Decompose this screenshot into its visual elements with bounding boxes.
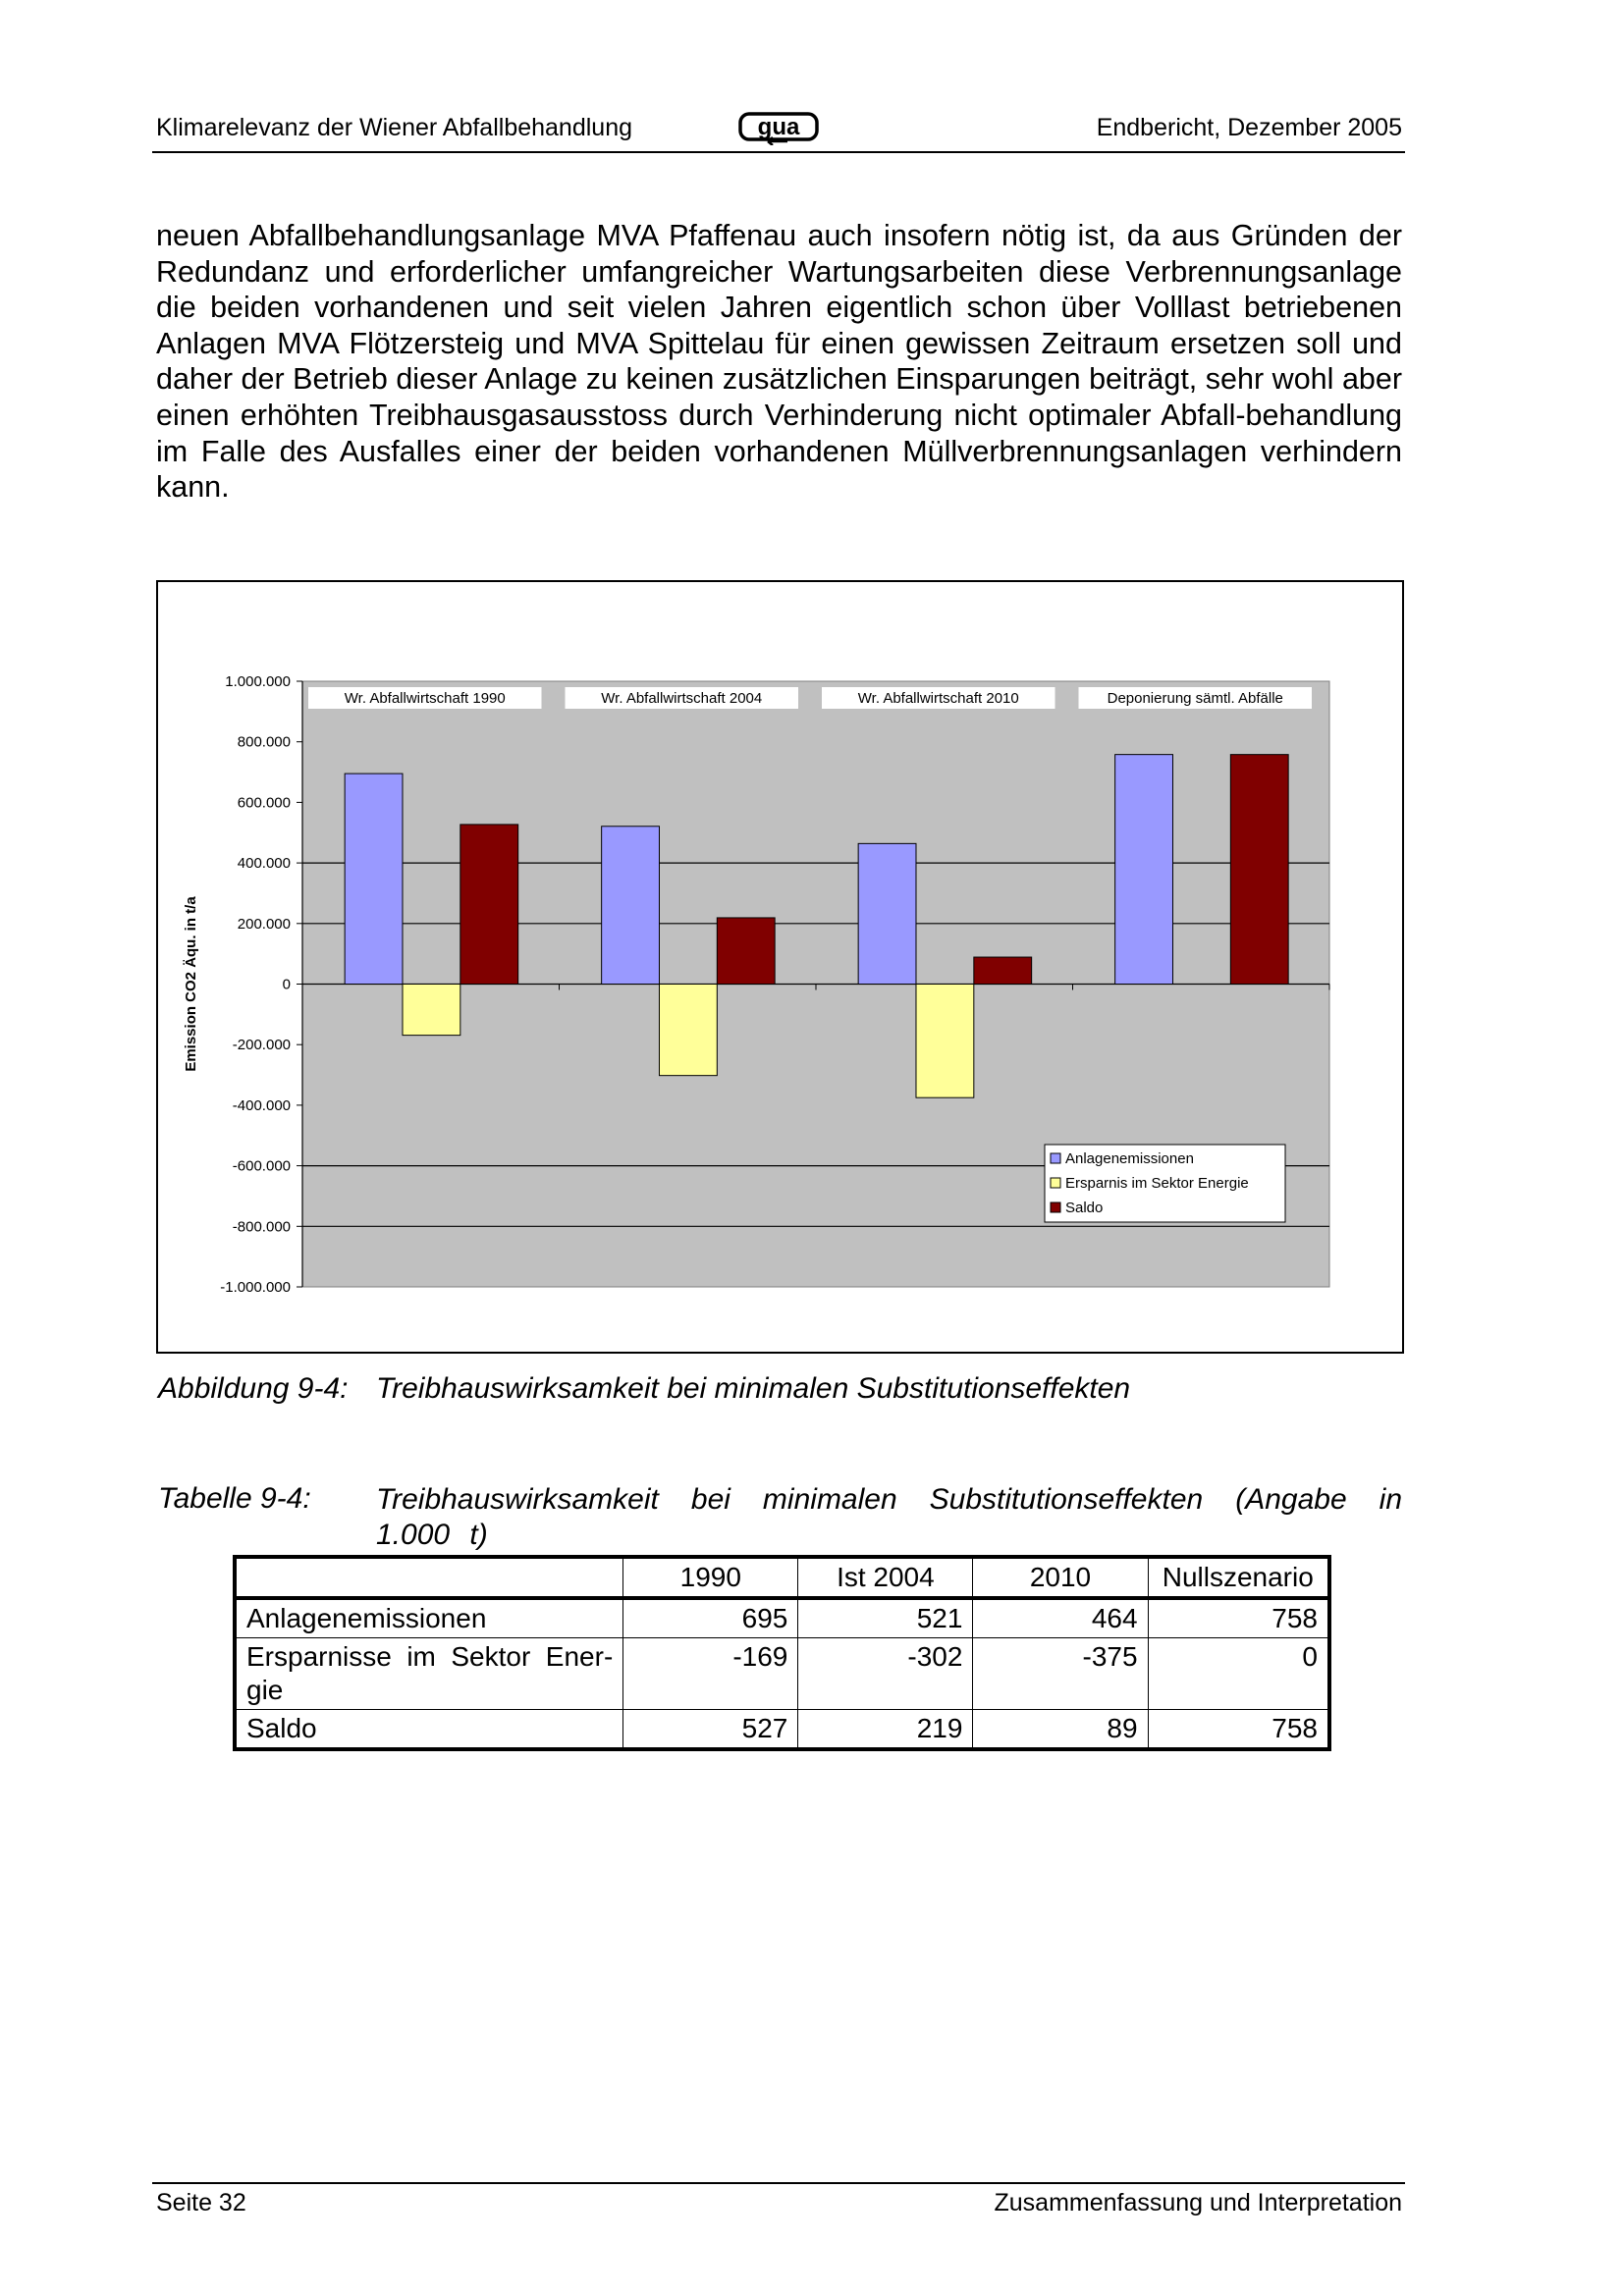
- category-label: Wr. Abfallwirtschaft 2004: [601, 690, 763, 707]
- y-tick-label: -200.000: [232, 1037, 291, 1054]
- table-cell: 464: [973, 1598, 1148, 1638]
- table-header-row: [235, 1557, 1329, 1598]
- category-label: Deponierung sämtl. Abfälle: [1107, 690, 1283, 707]
- table-cell: 758: [1148, 1710, 1329, 1750]
- y-tick-label: 200.000: [237, 915, 291, 933]
- table-cell: 527: [623, 1710, 798, 1750]
- table-caption-text: Treibhauswirksamkeit bei minimalen Substitutionseffekten (Angabe in 1.000 t): [376, 1483, 1402, 1551]
- legend-label: Anlagenemissionen: [1065, 1150, 1194, 1167]
- table-caption-label: Tabelle 9-4:: [158, 1482, 311, 1515]
- y-tick-label: -800.000: [232, 1218, 291, 1236]
- table-cell: 521: [798, 1598, 973, 1638]
- table-cell: 89: [973, 1710, 1148, 1750]
- y-tick-label: 0: [282, 976, 291, 993]
- y-tick-label: -1.000.000: [220, 1279, 291, 1296]
- table-cell: 219: [798, 1710, 973, 1750]
- emissions-table: [233, 1555, 1331, 1751]
- y-tick-label: 800.000: [237, 733, 291, 751]
- y-axis-label: Emission CO2 Äqu. in t/a: [183, 896, 199, 1072]
- table-row: [235, 1710, 1329, 1750]
- table-cell: -302: [798, 1638, 973, 1710]
- figure-caption-label: Abbildung 9-4:: [158, 1372, 349, 1405]
- table-cell: 0: [1148, 1638, 1329, 1710]
- svg-text:gua: gua: [757, 114, 800, 140]
- table-cell: Ersparnisse im Sektor Ener-gie: [235, 1638, 623, 1710]
- y-tick-label: -400.000: [232, 1096, 291, 1114]
- table-cell: Anlagenemissionen: [235, 1598, 623, 1638]
- header-date: Endbericht, Dezember 2005: [1096, 114, 1402, 141]
- category-label: Wr. Abfallwirtschaft 1990: [344, 690, 506, 707]
- bar-ersparnis-im-sektor-energie: [403, 985, 460, 1036]
- figure-caption-text: Treibhauswirksamkeit bei minimalen Substitutionseffekten: [376, 1372, 1131, 1405]
- legend-label: Saldo: [1065, 1200, 1104, 1216]
- category-label: Wr. Abfallwirtschaft 2010: [857, 690, 1019, 707]
- footer-divider: [152, 2182, 1405, 2184]
- table-cell: Saldo: [235, 1710, 623, 1750]
- legend-swatch: [1051, 1153, 1060, 1163]
- bar-ersparnis-im-sektor-energie: [659, 985, 717, 1076]
- bar-anlagenemissionen: [345, 774, 403, 984]
- footer-section: Zusammenfassung und Interpretation: [994, 2189, 1402, 2216]
- bar-saldo: [1230, 755, 1288, 985]
- bar-saldo: [460, 825, 518, 985]
- y-tick-label: -600.000: [232, 1157, 291, 1175]
- y-tick-label: 600.000: [237, 794, 291, 812]
- table-row: [235, 1598, 1329, 1638]
- table-header-cell: 1990: [623, 1557, 798, 1598]
- bar-anlagenemissionen: [1115, 755, 1173, 985]
- table-cell: 695: [623, 1598, 798, 1638]
- bar-ersparnis-im-sektor-energie: [916, 985, 974, 1098]
- y-tick-label: 1.000.000: [225, 673, 291, 690]
- bar-saldo: [717, 918, 775, 985]
- table-cell: -169: [623, 1638, 798, 1710]
- table-header-cell: [235, 1557, 623, 1598]
- footer-page-number: Seite 32: [156, 2189, 246, 2216]
- y-tick-label: 400.000: [237, 855, 291, 873]
- legend-swatch: [1051, 1202, 1060, 1212]
- table-header-cell: 2010: [973, 1557, 1148, 1598]
- table-header-cell: Nullszenario: [1148, 1557, 1329, 1598]
- body-paragraph: neuen Abfallbehandlungsanlage MVA Pfaffenau auch insofern nötig ist, da aus Gründen der Redundanz und erforderlicher umfangreicher Wartungsarbeiten diese Verbrennungsanlage die beiden vorhandenen und seit vielen Jahren eigentlich schon über Volllast betriebenen Anlagen MVA Flötzersteig und MVA Spittelau für einen gewissen Zeitraum ersetzen soll und daher der Betrieb dieser Anlage zu keinen zusätzlichen Einsparungen beiträgt, sehr wohl aber einen erhöhten Treibhausgasausstoss durch Verhinderung nicht optimaler Abfall-behandlung im Falle des Ausfalles einer der beiden vorhandenen Müllverbrennungsanlagen verhindern kann.: [156, 219, 1402, 505]
- bar-anlagenemissionen: [858, 843, 916, 984]
- table-cell: -375: [973, 1638, 1148, 1710]
- table-header-cell: Ist 2004: [798, 1557, 973, 1598]
- legend-label: Ersparnis im Sektor Energie: [1065, 1175, 1249, 1192]
- bar-anlagenemissionen: [602, 827, 660, 985]
- table-cell: 758: [1148, 1598, 1329, 1638]
- bar-saldo: [974, 957, 1032, 984]
- header-title: Klimarelevanz der Wiener Abfallbehandlung: [156, 114, 633, 141]
- legend-swatch: [1051, 1178, 1060, 1188]
- table-row: [235, 1638, 1329, 1710]
